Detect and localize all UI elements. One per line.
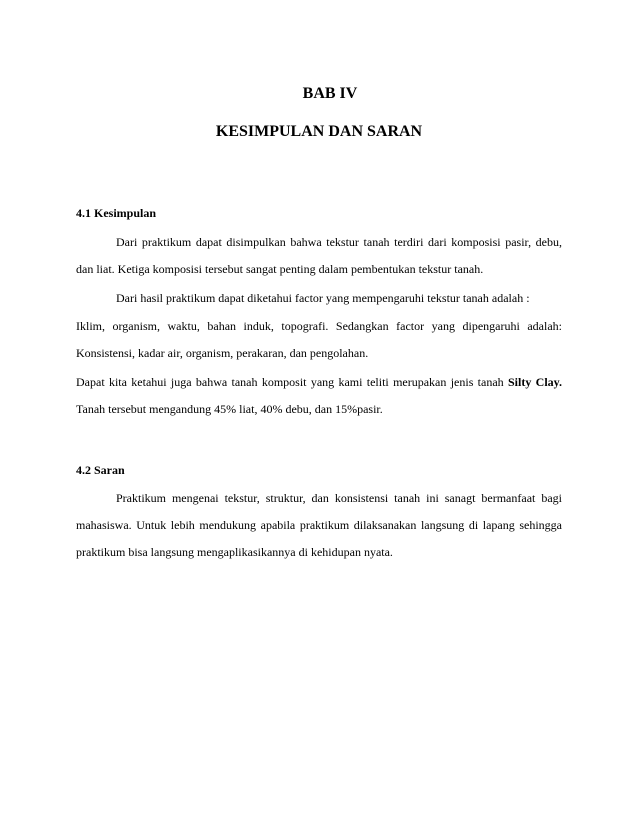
paragraph-saran-1: Praktikum mengenai tekstur, struktur, dan konsistensi tanah ini sanagt bermanfaat bagi mahasiswa. Untuk lebih mendukung apabila praktikum dilaksanakan langsung di lapang sehingga praktikum bisa langsung mengaplikasikannya di kehidupan nyata.	[76, 491, 562, 559]
chapter-title: KESIMPULAN DAN SARAN	[215, 123, 423, 140]
paragraph-kesimpulan-4	[76, 369, 562, 423]
section-heading-kesimpulan: 4.1 Kesimpulan	[76, 206, 157, 220]
paragraph-kesimpulan-4-composition: Tanah tersebut mengandung 45% liat, 40% debu, dan 15%pasir.	[76, 402, 383, 416]
soil-type-highlight: Silty Clay.	[508, 375, 562, 389]
section-heading-saran: 4.2 Saran	[76, 463, 125, 477]
paragraph-kesimpulan-4-text: Dapat kita ketahui juga bahwa tanah komposit yang kami teliti merupakan jenis tanah	[76, 375, 508, 389]
paragraph-kesimpulan-3: Iklim, organism, waktu, bahan induk, topografi. Sedangkan factor yang dipengaruhi adalah: Konsistensi, kadar air, organism, perakaran, dan pengolahan.	[76, 319, 562, 360]
paragraph-kesimpulan-2: Dari hasil praktikum dapat diketahui factor yang mempengaruhi tekstur tanah adalah :	[116, 291, 530, 305]
paragraph-kesimpulan-1: Dari praktikum dapat disimpulkan bahwa tekstur tanah terdiri dari komposisi pasir, debu, dan liat. Ketiga komposisi tersebut sangat penting dalam pembentukan tekstur tanah.	[76, 235, 562, 276]
chapter-label: BAB IV	[302, 85, 358, 102]
